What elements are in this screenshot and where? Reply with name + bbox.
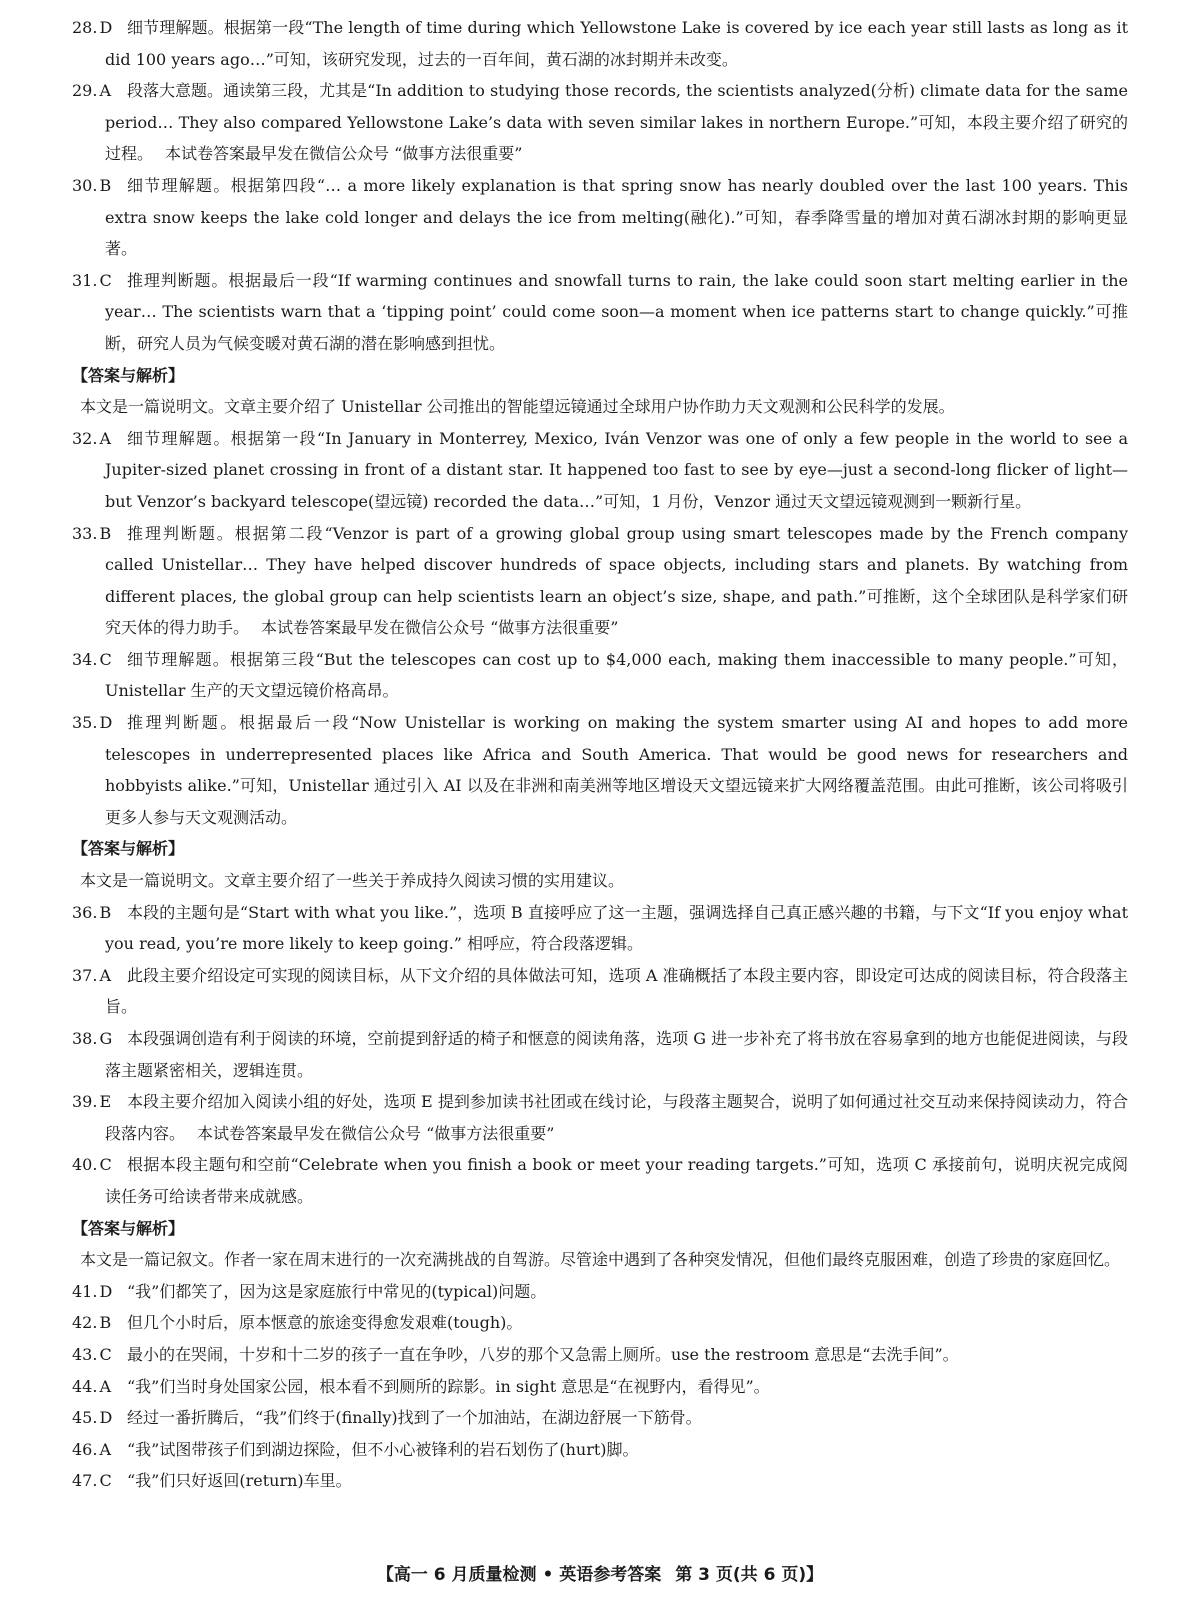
answer-item xyxy=(72,1149,1128,1212)
question-number xyxy=(72,1276,112,1308)
watermark-note: 本试卷答案最早发在微信公众号 “做事方法很重要” xyxy=(261,618,619,638)
watermark-note: 本试卷答案最早发在微信公众号 “做事方法很重要” xyxy=(165,144,523,164)
question-index: 42. xyxy=(72,1313,98,1333)
question-number xyxy=(72,75,111,107)
question-number xyxy=(72,960,111,992)
answer-letter: A xyxy=(99,81,112,101)
answer-item xyxy=(72,1307,1128,1339)
question-index: 34. xyxy=(72,649,98,669)
explanation-text: 根据本段主题句和空前“Celebrate when you finish a book or meet your reading targets.”可知，选项 C 承接前句，说明庆祝完成阅读任务可给读者带来成就感。 xyxy=(105,1155,1128,1206)
explanation-text: 段落大意题。通读第三段，尤其是“In addition to studying those records, the scientists analyzed(分析) climate data for the same period… They also compared Yellowstone Lake’s data with seven similar lakes in northern Europe.”可知，本段主要介绍了研究的过程。 xyxy=(105,81,1128,164)
question-index: 28. xyxy=(72,18,98,37)
question-index: 29. xyxy=(72,81,98,101)
answer-item xyxy=(72,170,1128,265)
question-index: 45. xyxy=(72,1408,98,1428)
explanation-text: 此段主要介绍设定可实现的阅读目标，从下文介绍的具体做法可知，选项 A 准确概括了本段主要内容，即设定可达成的阅读目标，符合段落主旨。 xyxy=(105,965,1128,1017)
explanation-text: “我”们只好返回(return)车里。 xyxy=(127,1471,352,1491)
answer-item xyxy=(72,1465,1128,1497)
question-index: 33. xyxy=(72,523,98,543)
question-index: 47. xyxy=(72,1471,98,1491)
question-number xyxy=(72,1465,112,1497)
question-index: 39. xyxy=(72,1092,98,1112)
question-number xyxy=(72,897,111,929)
section-heading: 【答案与解析】 xyxy=(72,839,185,859)
explanation-text: 细节理解题。根据第一段“In January in Monterrey, Mexico, Iván Venzor was one of only a few people in the world to see a Jupiter-sized planet crossing in front of a distant star. It happened too fast to see by eye—just a second-long flicker of light—but Venzor’s backyard telescope(望远镜) recorded the data…”可知，1 月份，Venzor 通过天文望远镜观测到一颗新行星。 xyxy=(105,428,1128,511)
answer-item xyxy=(72,75,1128,170)
explanation-text: 推理判断题。根据最后一段“Now Unistellar is working on making the system smarter using AI and hopes to add more telescopes in underrepresented places like Africa and South America. That would be good news for researchers and hobbyists alike.”可知，Unistellar 通过引入 AI 以及在非洲和南美洲等地区增设天文望远镜来扩大网络覆盖范围。由此可推断，该公司将吸引更多人参与天文观测活动。 xyxy=(105,713,1128,827)
explanation-text: 推理判断题。根据第二段“Venzor is part of a growing global group using smart telescopes made by the French company called Unistellar… They have helped discover hundreds of space objects, including stars and planets. By watching from different places, the global group can help scientists learn an object’s size, shape, and path.”可推断，这个全球团队是科学家们研究天体的得力助手。 xyxy=(105,523,1128,638)
question-number xyxy=(72,707,112,739)
passage-intro: 本文是一篇说明文。文章主要介绍了一些关于养成持久阅读习惯的实用建议。 xyxy=(80,871,625,891)
answer-item xyxy=(72,1339,1128,1371)
answer-item xyxy=(72,1402,1128,1434)
question-number xyxy=(72,265,112,297)
question-index: 38. xyxy=(72,1029,98,1048)
question-number xyxy=(72,1086,111,1118)
answer-item xyxy=(72,1371,1128,1403)
question-number xyxy=(72,1339,112,1371)
answer-letter: D xyxy=(99,713,113,733)
answer-letter: A xyxy=(99,428,112,448)
footer-page-number: 第 3 页(共 6 页)】 xyxy=(675,1565,824,1585)
answer-item xyxy=(72,1434,1128,1466)
explanation-text: 细节理解题。根据第一段“The length of time during which Yellowstone Lake is covered by ice each year still lasts as long as it did 100 years ago…”可知，该研究发现，过去的一百年间，黄石湖的冰封期并未改变。 xyxy=(105,18,1128,69)
question-index: 40. xyxy=(72,1155,98,1175)
answer-group-telescope xyxy=(72,423,1128,834)
question-number xyxy=(72,1371,111,1403)
answer-group-yellowstone xyxy=(72,12,1128,360)
answer-item xyxy=(72,897,1128,960)
answer-letter: B xyxy=(99,902,112,922)
question-index: 41. xyxy=(72,1281,98,1301)
section-heading: 【答案与解析】 xyxy=(72,365,185,385)
explanation-text: 经过一番折腾后，“我”们终于(finally)找到了一个加油站，在湖边舒展一下筋骨。 xyxy=(127,1408,702,1428)
question-index: 31. xyxy=(72,270,98,290)
answer-letter: G xyxy=(99,1029,113,1048)
question-number xyxy=(72,170,111,202)
answer-letter: C xyxy=(99,1344,112,1364)
answer-letter: B xyxy=(99,175,112,195)
explanation-text: 但几个小时后，原本惬意的旅途变得愈发艰难(tough)。 xyxy=(127,1313,523,1333)
answer-item xyxy=(72,644,1128,707)
explanation-text: 细节理解题。根据第三段“But the telescopes can cost up to $4,000 each, making them inaccessible to many people.”可知，Unistellar 生产的天文望远镜价格高昂。 xyxy=(105,649,1128,701)
question-number xyxy=(72,12,112,44)
answer-letter: D xyxy=(99,1408,113,1428)
answer-letter: D xyxy=(99,18,113,37)
answer-group-cloze xyxy=(72,1276,1128,1497)
answer-item xyxy=(72,518,1128,644)
question-number xyxy=(72,423,111,455)
footer-title: 【高一 6 月质量检测 • 英语参考答案 xyxy=(376,1565,662,1585)
question-index: 32. xyxy=(72,428,98,448)
explanation-text: 本段主要介绍加入阅读小组的好处，选项 E 提到参加读书社团或在线讨论，与段落主题契合，说明了如何通过社交互动来保持阅读动力，符合段落内容。 xyxy=(105,1092,1128,1143)
answer-letter: A xyxy=(99,1439,112,1459)
watermark-note: 本试卷答案最早发在微信公众号 “做事方法很重要” xyxy=(197,1123,555,1143)
question-number xyxy=(72,1402,112,1434)
explanation-text: “我”试图带孩子们到湖边探险，但不小心被锋利的岩石划伤了(hurt)脚。 xyxy=(127,1439,639,1459)
question-index: 30. xyxy=(72,175,98,195)
passage-intro: 本文是一篇记叙文。作者一家在周末进行的一次充满挑战的自驾游。尽管途中遇到了各种突发情况，但他们最终克服困难，创造了珍贵的家庭回忆。 xyxy=(80,1250,1121,1270)
answer-item xyxy=(72,707,1128,833)
answer-letter: B xyxy=(99,1313,112,1333)
answer-item xyxy=(72,423,1128,518)
question-index: 35. xyxy=(72,713,98,733)
answer-item xyxy=(72,265,1128,360)
question-index: 36. xyxy=(72,902,98,922)
answer-group-reading xyxy=(72,897,1128,1213)
explanation-text: 本段的主题句是“Start with what you like.”，选项 B 直接呼应了这一主题，强调选择自己真正感兴趣的书籍，与下文“If you enjoy what you read, you’re more likely to keep going.” 相呼应，符合段落逻辑。 xyxy=(105,902,1128,954)
question-index: 37. xyxy=(72,965,98,985)
question-number xyxy=(72,644,112,676)
passage-intro: 本文是一篇说明文。文章主要介绍了 Unistellar 公司推出的智能望远镜通过全球用户协作助力天文观测和公民科学的发展。 xyxy=(80,397,955,417)
answer-letter: B xyxy=(99,523,112,543)
question-number xyxy=(72,1434,111,1466)
answer-content xyxy=(72,12,1128,1497)
question-number xyxy=(72,1307,111,1339)
answer-item xyxy=(72,12,1128,75)
answer-item xyxy=(72,1086,1128,1149)
explanation-text: 最小的在哭闹，十岁和十二岁的孩子一直在争吵，八岁的那个又急需上厕所。use the restroom 意思是“去洗手间”。 xyxy=(127,1344,959,1364)
explanation-text: “我”们都笑了，因为这是家庭旅行中常见的(typical)问题。 xyxy=(127,1281,547,1301)
explanation-text: 本段强调创造有利于阅读的环境，空前提到舒适的椅子和惬意的阅读角落，选项 G 进一步补充了将书放在容易拿到的地方也能促进阅读，与段落主题紧密相关，逻辑连贯。 xyxy=(105,1029,1128,1080)
question-number xyxy=(72,518,111,550)
explanation-text: 推理判断题。根据最后一段“If warming continues and snowfall turns to rain, the lake could soon start melting earlier in the year… The scientists warn that a ‘tipping point’ could come soon—a moment when ice patterns start to change quickly.”可推断，研究人员为气候变暖对黄石湖的潜在影响感到担忧。 xyxy=(105,270,1128,353)
answer-letter: C xyxy=(99,1471,112,1491)
question-number xyxy=(72,1149,112,1181)
answer-letter: C xyxy=(99,649,112,669)
answer-item xyxy=(72,960,1128,1023)
answer-item xyxy=(72,1276,1128,1308)
question-number xyxy=(72,1023,112,1055)
answer-letter: E xyxy=(99,1092,112,1112)
explanation-text: 细节理解题。根据第四段“… a more likely explanation is that spring snow has nearly doubled over the last 100 years. This extra snow keeps the lake cold longer and delays the ice from melting(融化).”可知，春季降雪量的增加对黄石湖冰封期的影响更显著。 xyxy=(105,175,1128,259)
explanation-text: “我”们当时身处国家公园，根本看不到厕所的踪影。in sight 意思是“在视野内，看得见”。 xyxy=(127,1376,770,1396)
answer-item xyxy=(72,1023,1128,1086)
answer-letter: A xyxy=(99,1376,112,1396)
answer-letter: C xyxy=(99,270,112,290)
page-footer xyxy=(0,1560,1200,1592)
question-index: 43. xyxy=(72,1344,98,1364)
section-heading: 【答案与解析】 xyxy=(72,1218,185,1238)
answer-letter: A xyxy=(99,965,112,985)
answer-letter: D xyxy=(99,1281,113,1301)
question-index: 44. xyxy=(72,1376,98,1396)
answer-letter: C xyxy=(99,1155,112,1175)
question-index: 46. xyxy=(72,1439,98,1459)
